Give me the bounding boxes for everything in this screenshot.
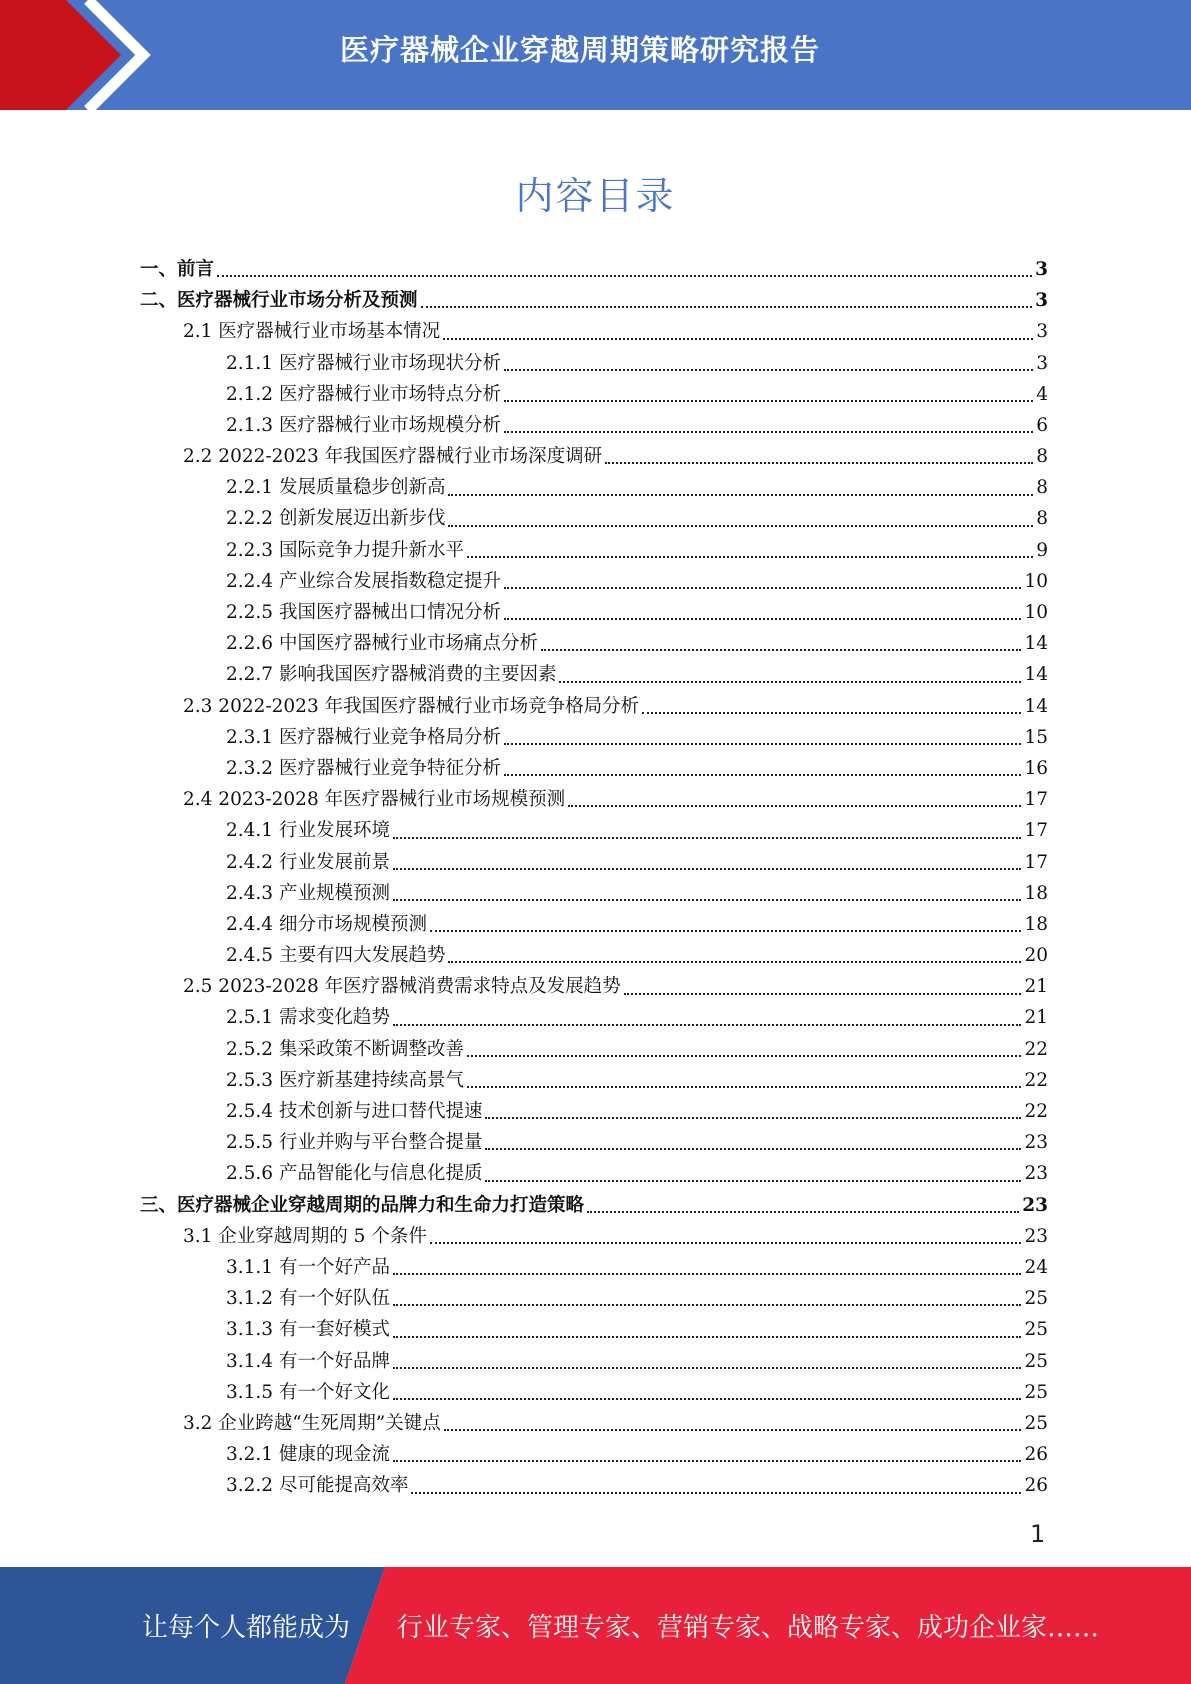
toc-entry-page: 8	[1036, 508, 1048, 530]
toc-leader-dots	[541, 649, 1021, 651]
toc-leader-dots	[393, 1398, 1021, 1400]
toc-leader-dots	[485, 1117, 1021, 1119]
toc-leader-dots	[217, 275, 1032, 277]
toc-entry[interactable]	[140, 1127, 1048, 1158]
toc-entry[interactable]	[140, 1190, 1048, 1221]
toc-entry-label: 2.5.2 集采政策不断调整改善	[226, 1038, 464, 1060]
toc-leader-dots	[559, 681, 1021, 683]
toc-entry-page: 10	[1024, 570, 1048, 592]
toc-leader-dots	[443, 338, 1033, 340]
toc-entry-label: 2.5.5 行业并购与平台整合提量	[226, 1132, 483, 1154]
toc-leader-dots	[504, 587, 1021, 589]
toc-leader-dots	[393, 837, 1021, 839]
toc-entry-label: 2.2.7 影响我国医疗器械消费的主要因素	[226, 664, 557, 686]
toc-entry-label: 2.4.3 产业规模预测	[226, 882, 390, 904]
toc-entry-page: 25	[1024, 1319, 1048, 1341]
toc-leader-dots	[393, 899, 1021, 901]
toc-entry[interactable]	[140, 254, 1048, 285]
toc-entry[interactable]	[140, 940, 1048, 971]
toc-entry[interactable]	[140, 535, 1048, 566]
toc-heading: 内容目录	[515, 174, 676, 218]
toc-entry-label: 2.1.3 医疗器械行业市场规模分析	[226, 414, 501, 436]
toc-entry-label: 2.2.3 国际竞争力提升新水平	[226, 539, 464, 561]
toc-entry-page: 23	[1024, 1225, 1048, 1247]
toc-entry-label: 一、前言	[140, 258, 215, 280]
toc-entry[interactable]	[140, 722, 1048, 753]
toc-entry[interactable]	[140, 1034, 1048, 1065]
toc-entry-label: 3.1.5 有一个好文化	[226, 1381, 390, 1403]
toc-entry-page: 10	[1024, 602, 1048, 624]
toc-entry-label: 2.3 2022-2023 年我国医疗器械行业市场竞争格局分析	[183, 695, 640, 717]
toc-entry-label: 2.2.1 发展质量稳步创新高	[226, 477, 446, 499]
toc-leader-dots	[430, 1242, 1022, 1244]
toc-entry-page: 9	[1036, 539, 1048, 561]
toc-entry-label: 2.4 2023-2028 年医疗器械行业市场规模预测	[183, 789, 566, 811]
toc-leader-dots	[393, 868, 1021, 870]
toc-entry-page: 25	[1024, 1381, 1048, 1403]
toc-entry[interactable]	[140, 285, 1048, 316]
toc-entry[interactable]	[140, 1346, 1048, 1377]
toc-entry-page: 26	[1024, 1475, 1048, 1497]
toc-entry-label: 3.2.1 健康的现金流	[226, 1444, 390, 1466]
toc-entry[interactable]	[140, 472, 1048, 503]
toc-entry[interactable]	[140, 784, 1048, 815]
toc-entry-label: 2.5.6 产品智能化与信息化提质	[226, 1163, 483, 1185]
toc-entry-page: 3	[1036, 352, 1048, 374]
toc-leader-dots	[504, 431, 1033, 433]
toc-entry-label: 3.1.2 有一个好队伍	[226, 1288, 390, 1310]
toc-entry[interactable]	[140, 316, 1048, 347]
toc-entry-page: 23	[1024, 1163, 1048, 1185]
toc-leader-dots	[485, 1148, 1021, 1150]
toc-leader-dots	[421, 306, 1033, 308]
toc-entry[interactable]	[140, 379, 1048, 410]
toc-leader-dots	[393, 1273, 1021, 1275]
toc-entry-page: 25	[1024, 1412, 1048, 1434]
toc-entry[interactable]	[140, 628, 1048, 659]
toc-entry-page: 3	[1035, 290, 1048, 312]
toc-entry-label: 2.1.2 医疗器械行业市场特点分析	[226, 383, 501, 405]
toc-entry-label: 2.2.6 中国医疗器械行业市场痛点分析	[226, 633, 538, 655]
toc-entry-page: 22	[1024, 1069, 1048, 1091]
toc-entry-page: 16	[1024, 757, 1048, 779]
toc-leader-dots	[444, 1429, 1022, 1431]
toc-leader-dots	[448, 525, 1033, 527]
toc-entry[interactable]	[140, 1439, 1048, 1470]
toc-entry-page: 18	[1024, 913, 1048, 935]
toc-entry-label: 3.2.2 尽可能提高效率	[226, 1475, 409, 1497]
toc-entry[interactable]	[140, 410, 1048, 441]
toc-leader-dots	[467, 556, 1033, 558]
toc-entry[interactable]	[140, 691, 1048, 722]
toc-entry-page: 21	[1024, 976, 1048, 998]
toc-leader-dots	[504, 743, 1021, 745]
toc-entry-label: 2.5.4 技术创新与进口替代提速	[226, 1101, 483, 1123]
toc-entry-page: 25	[1024, 1350, 1048, 1372]
toc-entry-page: 15	[1024, 726, 1048, 748]
toc-leader-dots	[448, 961, 1021, 963]
toc-leader-dots	[485, 1180, 1021, 1182]
toc-leader-dots	[504, 618, 1021, 620]
toc-entry[interactable]	[140, 1408, 1048, 1439]
toc-entry-page: 20	[1024, 945, 1048, 967]
toc-entry-page: 14	[1024, 695, 1048, 717]
toc-leader-dots	[624, 993, 1022, 995]
toc-entry-label: 3.1.1 有一个好产品	[226, 1256, 390, 1278]
toc-entry-page: 18	[1024, 882, 1048, 904]
toc-entry-label: 2.2 2022-2023 年我国医疗器械行业市场深度调研	[183, 446, 603, 468]
toc-entry-page: 23	[1024, 1132, 1048, 1154]
toc-leader-dots	[393, 1336, 1021, 1338]
toc-entry[interactable]	[140, 1314, 1048, 1345]
toc-entry[interactable]	[140, 847, 1048, 878]
toc-entry-label: 2.5 2023-2028 年医疗器械消费需求特点及发展趋势	[183, 976, 621, 998]
toc-entry-page: 23	[1022, 1194, 1048, 1216]
toc-entry[interactable]	[140, 597, 1048, 628]
toc-entry-page: 14	[1024, 633, 1048, 655]
report-title: 医疗器械企业穿越周期策略研究报告	[340, 33, 821, 67]
toc-leader-dots	[467, 1055, 1021, 1057]
toc-entry[interactable]	[140, 971, 1048, 1002]
toc-leader-dots	[411, 1492, 1021, 1494]
footer-slogan-right: 行业专家、管理专家、营销专家、战略专家、成功企业家……	[397, 1613, 1100, 1643]
toc-entry-label: 2.3.2 医疗器械行业竞争特征分析	[226, 757, 501, 779]
toc-entry[interactable]	[140, 441, 1048, 472]
toc-entry-label: 3.1.3 有一套好模式	[226, 1319, 390, 1341]
toc-entry[interactable]	[140, 1158, 1048, 1189]
toc-entry-page: 3	[1035, 258, 1048, 280]
toc-entry[interactable]	[140, 1252, 1048, 1283]
toc-entry-label: 2.4.2 行业发展前景	[226, 851, 390, 873]
toc-entry-label: 3.1 企业穿越周期的 5 个条件	[183, 1225, 427, 1247]
toc-leader-dots	[467, 1086, 1021, 1088]
toc-entry-label: 2.2.4 产业综合发展指数稳定提升	[226, 570, 501, 592]
toc-entry-page: 26	[1024, 1444, 1048, 1466]
toc-entry-page: 17	[1024, 789, 1048, 811]
toc-leader-dots	[568, 805, 1021, 807]
toc-entry[interactable]	[140, 878, 1048, 909]
toc-entry-page: 22	[1024, 1101, 1048, 1123]
table-of-contents	[140, 254, 1048, 1502]
toc-entry-page: 3	[1036, 321, 1048, 343]
toc-entry[interactable]	[140, 504, 1048, 535]
toc-leader-dots	[642, 712, 1021, 714]
toc-entry-page: 8	[1036, 477, 1048, 499]
toc-entry-label: 2.1.1 医疗器械行业市场现状分析	[226, 352, 501, 374]
toc-entry-page: 6	[1036, 414, 1048, 436]
toc-leader-dots	[448, 494, 1033, 496]
toc-entry-label: 2.2.2 创新发展迈出新步伐	[226, 508, 446, 530]
report-header	[0, 0, 1191, 110]
toc-entry[interactable]	[140, 1283, 1048, 1314]
toc-entry[interactable]	[140, 1096, 1048, 1127]
toc-entry-page: 24	[1024, 1256, 1048, 1278]
toc-entry-label: 2.3.1 医疗器械行业竞争格局分析	[226, 726, 501, 748]
toc-entry-label: 2.5.1 需求变化趋势	[226, 1007, 390, 1029]
toc-entry[interactable]	[140, 659, 1048, 690]
toc-entry-page: 25	[1024, 1288, 1048, 1310]
toc-entry-label: 2.5.3 医疗新基建持续高景气	[226, 1069, 464, 1091]
chevron-logo-icon	[0, 0, 160, 110]
toc-leader-dots	[504, 774, 1021, 776]
toc-entry[interactable]	[140, 1003, 1048, 1034]
toc-entry-page: 14	[1024, 664, 1048, 686]
toc-entry-label: 3.2 企业跨越“生死周期”关键点	[183, 1412, 441, 1434]
toc-entry-label: 2.2.5 我国医疗器械出口情况分析	[226, 602, 501, 624]
toc-entry-label: 2.1 医疗器械行业市场基本情况	[183, 321, 441, 343]
toc-entry[interactable]	[140, 909, 1048, 940]
toc-entry[interactable]	[140, 753, 1048, 784]
toc-entry[interactable]	[140, 1065, 1048, 1096]
toc-entry[interactable]	[140, 1470, 1048, 1501]
page-number: 1	[1030, 1520, 1046, 1548]
toc-entry-label: 二、医疗器械行业市场分析及预测	[140, 290, 418, 312]
footer-slogan-left: 让每个人都能成为	[142, 1613, 351, 1643]
toc-leader-dots	[393, 1367, 1021, 1369]
toc-leader-dots	[393, 1304, 1021, 1306]
toc-entry-page: 17	[1024, 820, 1048, 842]
toc-entry-label: 3.1.4 有一个好品牌	[226, 1350, 390, 1372]
toc-entry-page: 17	[1024, 851, 1048, 873]
toc-leader-dots	[504, 400, 1033, 402]
toc-entry[interactable]	[140, 1377, 1048, 1408]
toc-entry-page: 4	[1036, 383, 1048, 405]
toc-entry[interactable]	[140, 1221, 1048, 1252]
toc-leader-dots	[605, 462, 1033, 464]
toc-leader-dots	[587, 1211, 1019, 1213]
toc-entry-label: 三、医疗器械企业穿越周期的品牌力和生命力打造策略	[140, 1194, 585, 1216]
toc-leader-dots	[393, 1024, 1021, 1026]
toc-leader-dots	[504, 369, 1033, 371]
toc-entry-page: 21	[1024, 1007, 1048, 1029]
toc-entry[interactable]	[140, 815, 1048, 846]
toc-entry-label: 2.4.4 细分市场规模预测	[226, 913, 427, 935]
toc-entry[interactable]	[140, 566, 1048, 597]
toc-leader-dots	[430, 930, 1021, 932]
footer-banner	[0, 1567, 1191, 1684]
toc-entry-page: 22	[1024, 1038, 1048, 1060]
toc-entry-page: 8	[1036, 446, 1048, 468]
toc-entry[interactable]	[140, 348, 1048, 379]
toc-entry-label: 2.4.1 行业发展环境	[226, 820, 390, 842]
toc-entry-label: 2.4.5 主要有四大发展趋势	[226, 945, 446, 967]
toc-leader-dots	[393, 1460, 1021, 1462]
